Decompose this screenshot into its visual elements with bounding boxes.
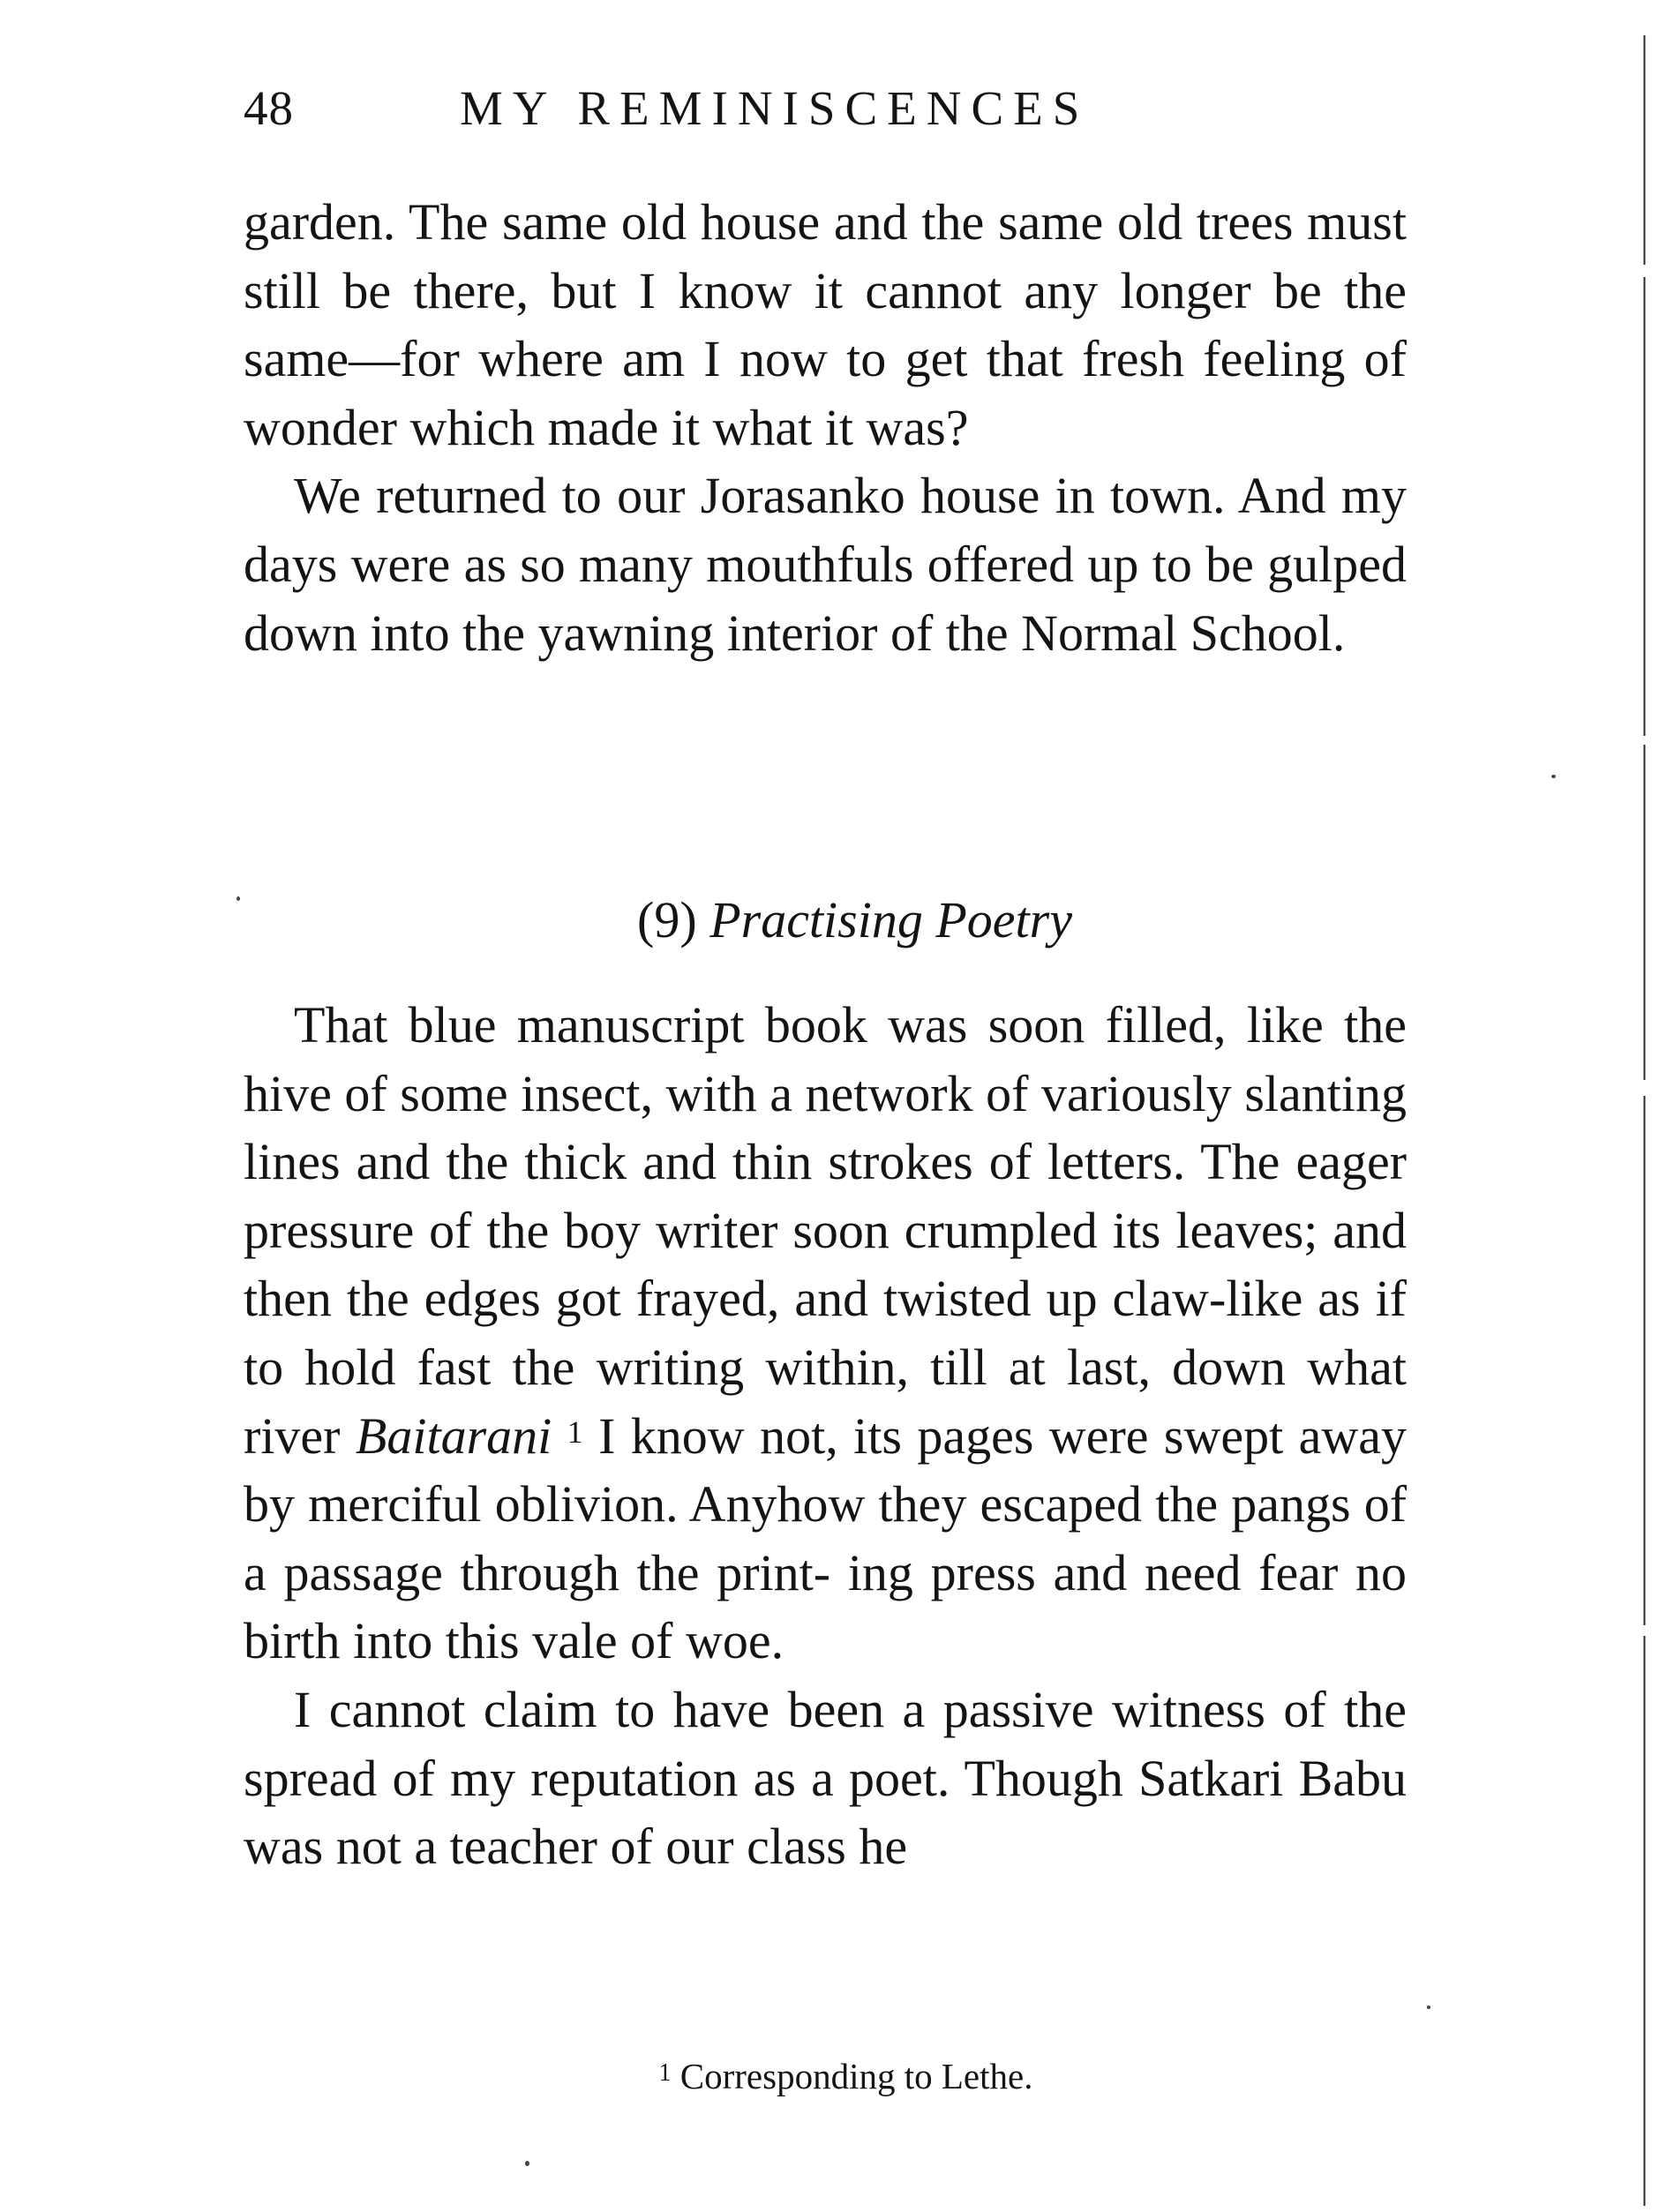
- text-line: writer soon crumpled its leaves; and then the: [244, 1201, 1407, 1328]
- section-heading: [0, 886, 1674, 954]
- ink-speck: [1427, 2006, 1430, 2009]
- text-line: garden. The same old house and the same old: [244, 193, 1183, 251]
- text-line: longer be the same—for where am I now to get: [244, 261, 1408, 388]
- text-line: Satkari Babu was not a teacher of our class he: [244, 1749, 1407, 1876]
- text-line: And my days were as so many mouthfuls offered: [244, 467, 1407, 593]
- page-number: 48: [244, 81, 294, 135]
- text-line: up to be gulped down into the yawning interior: [244, 535, 1407, 662]
- text-line: to hold fast the writing within, till at last, down: [244, 1338, 1287, 1396]
- paragraph: [244, 188, 1407, 461]
- running-title: MY REMINISCENCES: [460, 81, 1090, 135]
- footnote-text: Corresponding to Lethe.: [679, 2056, 1033, 2096]
- text-line: We returned to our Jorasanko house in town.: [294, 467, 1226, 525]
- text-line: like the hive of some insect, with a network of: [244, 996, 1407, 1122]
- footnote: [0, 2050, 1674, 2103]
- ink-speck: [525, 2161, 529, 2166]
- text-line: ing press and need fear no birth into this vale of: [244, 1543, 1408, 1670]
- section-title: Practising Poetry: [709, 891, 1072, 949]
- river-name: Baitarani: [355, 1406, 552, 1465]
- paragraph: [244, 991, 1407, 1676]
- running-head: [244, 78, 1408, 139]
- footnote-reference: 1: [567, 1413, 583, 1450]
- text-fragment: I know not, its pages were: [582, 1406, 1149, 1465]
- text-line: I cannot claim to have been a passive witness: [294, 1680, 1265, 1738]
- text-block-top: [244, 188, 1407, 667]
- text-line: of the spread of my reputation as a poet. Though: [244, 1680, 1407, 1807]
- text-line: trees must still be there, but I know it cannot any: [244, 193, 1407, 319]
- ink-speck: [1551, 775, 1556, 778]
- text-fragment: what river: [244, 1338, 1408, 1465]
- text-line: that fresh feeling of wonder which made it what: [244, 330, 1408, 456]
- section-number: (9): [637, 891, 697, 949]
- paragraph: [244, 1676, 1407, 1881]
- footnote-marker: 1: [658, 2059, 672, 2087]
- ink-speck: [236, 896, 240, 901]
- text-line: That blue manuscript book was soon filled,: [294, 996, 1227, 1054]
- text-line: of the Normal School.: [890, 604, 1346, 662]
- text-line: it was?: [824, 398, 969, 456]
- text-line: strokes of letters. The eager pressure of the boy: [244, 1133, 1408, 1259]
- text-block-bottom: [244, 991, 1407, 1881]
- text-line: escaped the pangs of a passage through the print-: [244, 1475, 1408, 1601]
- paragraph: [244, 461, 1407, 667]
- text-line: swept away by merciful oblivion. Anyhow they: [244, 1406, 1408, 1533]
- text-line: woe.: [686, 1612, 784, 1670]
- text-line: variously slanting lines and the thick and thin: [244, 1064, 1408, 1191]
- page-edge-line: [1643, 0, 1646, 2212]
- text-line: edges got frayed, and twisted up claw-like as if: [424, 1270, 1407, 1328]
